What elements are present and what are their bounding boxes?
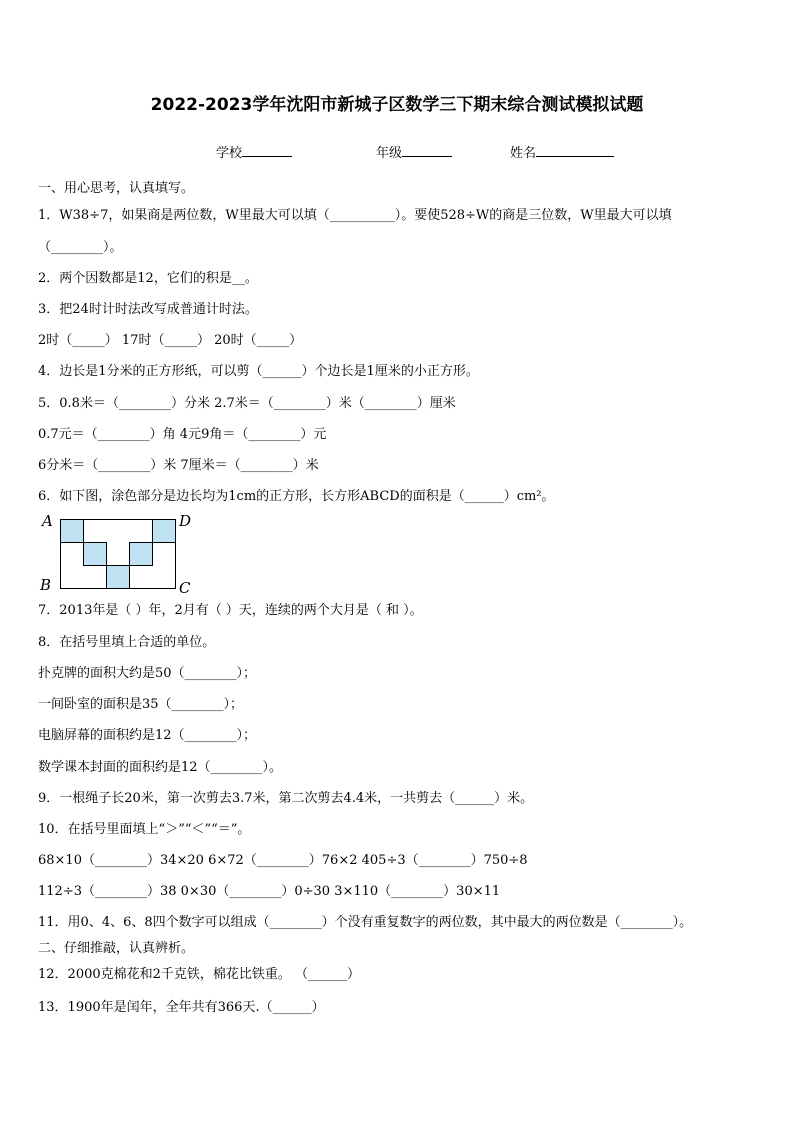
question-13: 13．1900年是闰年，全年共有366天.（______） bbox=[38, 1000, 325, 1015]
grade-blank bbox=[402, 143, 452, 157]
question-3-items: 2时（_____） 17时（_____） 20时（_____） bbox=[38, 333, 303, 348]
question-8-item-1: 扑克牌的面积大约是50（________）； bbox=[38, 666, 257, 681]
vertex-d-label: D bbox=[179, 512, 192, 530]
name-blank bbox=[536, 143, 614, 157]
question-8: 8．在括号里填上合适的单位。 bbox=[38, 635, 216, 650]
grade-label: 年级 bbox=[376, 146, 403, 161]
question-9: 9．一根绳子长20米，第一次剪去3.7米，第二次剪去4.4米，一共剪去（______）米。 bbox=[38, 791, 534, 806]
question-8-item-4: 数学课本封面的面积约是12（________）。 bbox=[38, 760, 283, 775]
question-11: 11．用0、4、6、8四个数字可以组成（________）个没有重复数字的两位数，其中最大的两位数是（________）。 bbox=[38, 915, 693, 930]
question-5-row-1: 5．0.8米＝（________）分米 2.7米＝（________）米（________）厘米 bbox=[38, 396, 456, 411]
rectangle-grid bbox=[60, 519, 178, 589]
shaded-squares bbox=[61, 520, 176, 589]
section-2-heading: 二、仔细推敲，认真辨析。 bbox=[38, 941, 195, 956]
question-10-row-1: 68×10（________）34×20 6×72（________）76×2 405÷3（________）750÷8 bbox=[38, 853, 528, 868]
rectangle-abcd-figure bbox=[38, 512, 198, 598]
question-8-item-2: 一间卧室的面积是35（________）； bbox=[38, 697, 244, 712]
question-3: 3．把24时计时法改写成普通计时法。 bbox=[38, 302, 258, 317]
question-2: 2．两个因数都是12，它们的积是__。 bbox=[38, 271, 258, 286]
question-1: 1．W38÷7，如果商是两位数，W里最大可以填（__________）。要使528÷W的商是三位数，W里最大可以填 bbox=[38, 208, 672, 223]
section-1-heading: 一、用心思考，认真填写。 bbox=[38, 181, 195, 196]
question-8-item-3: 电脑屏幕的面积约是12（________）； bbox=[38, 728, 257, 743]
question-4: 4．边长是1分米的正方形纸，可以剪（______）个边长是1厘米的小正方形。 bbox=[38, 364, 479, 379]
question-6: 6．如下图，涂色部分是边长均为1cm的正方形，长方形ABCD的面积是（______）cm²。 bbox=[38, 489, 555, 504]
question-7: 7．2013年是（ ）年，2月有（ ）天，连续的两个大月是（ 和 ）。 bbox=[38, 603, 423, 618]
question-12: 12．2000克棉花和2千克铁，棉花比铁重。 （______） bbox=[38, 967, 361, 982]
question-1-continued: （________）。 bbox=[38, 240, 123, 255]
name-label: 姓名 bbox=[510, 146, 537, 161]
page-title: 2022-2023学年沈阳市新城子区数学三下期末综合测试模拟试题 bbox=[150, 95, 644, 115]
school-blank bbox=[242, 143, 292, 157]
question-5-row-2: 0.7元＝（________）角 4元9角＝（________）元 bbox=[38, 427, 327, 442]
question-10: 10．在括号里面填上“＞”“＜”“＝”。 bbox=[38, 822, 251, 837]
vertex-c-label: C bbox=[179, 579, 191, 597]
vertex-a-label: A bbox=[42, 512, 53, 530]
name-field bbox=[510, 142, 614, 161]
question-5-row-3: 6分米＝（________）米 7厘米＝（________）米 bbox=[38, 458, 319, 473]
grade-field bbox=[376, 142, 452, 161]
school-field bbox=[216, 142, 292, 161]
question-10-row-2: 112÷3（________）38 0×30（________）0÷30 3×110（________）30×11 bbox=[38, 884, 501, 899]
vertex-b-label: B bbox=[40, 576, 52, 594]
school-label: 学校 bbox=[216, 146, 243, 161]
